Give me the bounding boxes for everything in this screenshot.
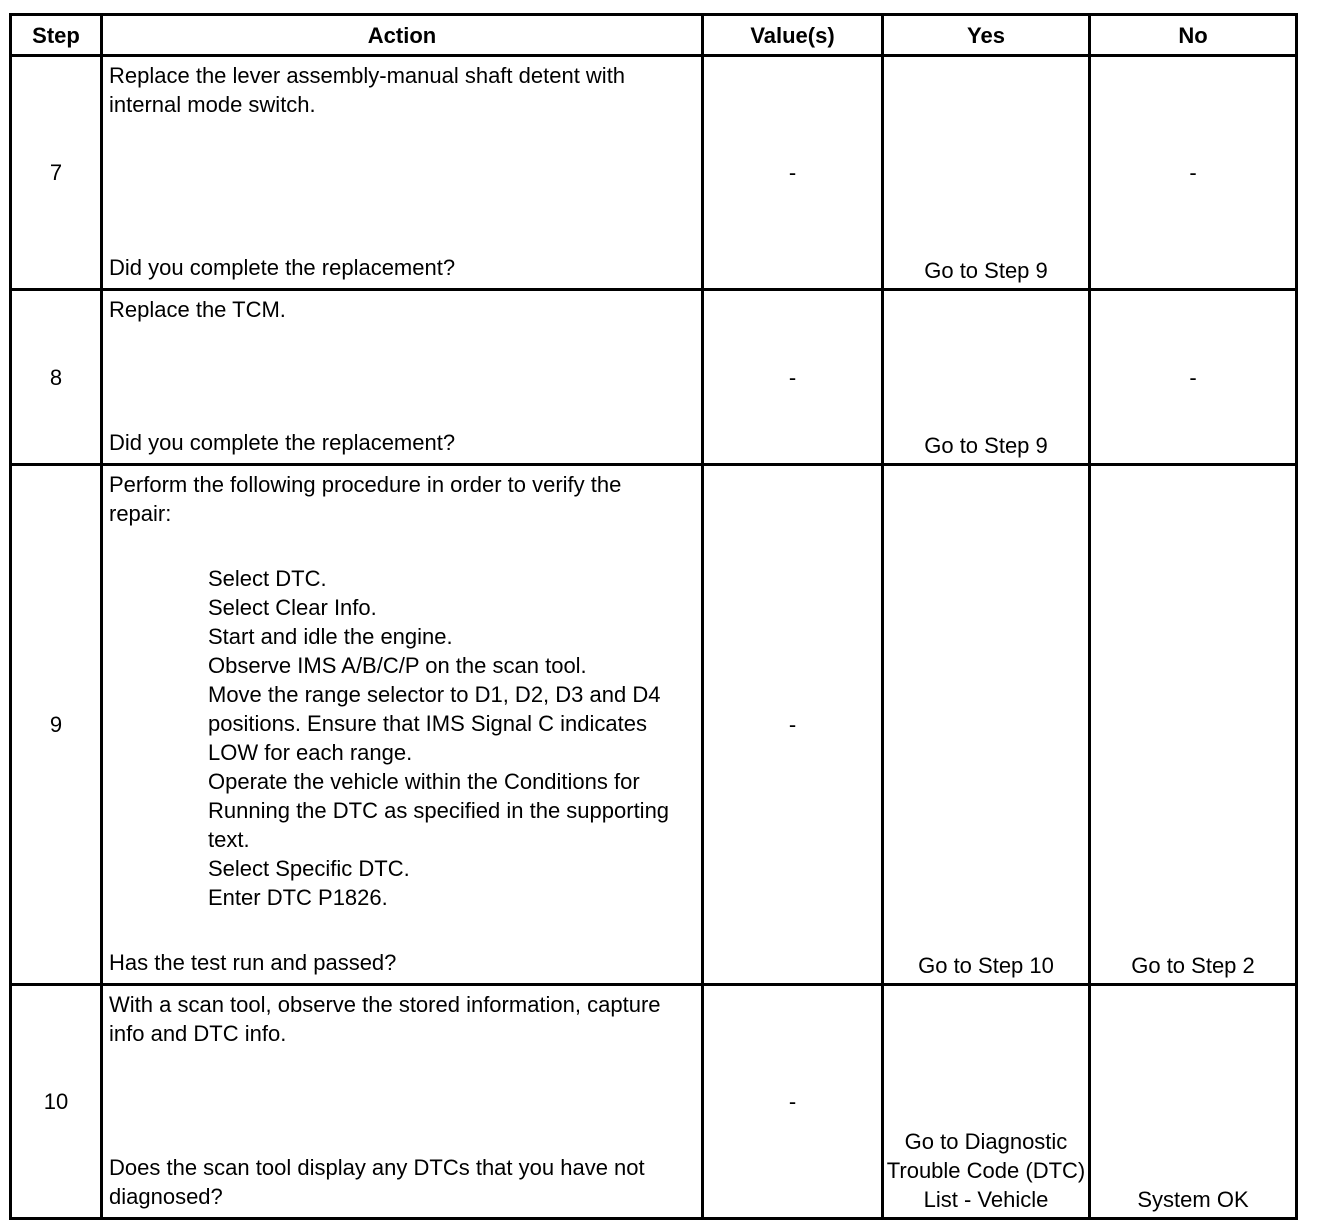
step-number: 9 — [11, 465, 102, 985]
table-row — [11, 56, 1297, 290]
table-row — [11, 465, 1297, 985]
action-cell — [102, 985, 703, 1219]
header-step: Step — [11, 15, 102, 56]
table-row — [11, 290, 1297, 465]
no-cell: - — [1090, 290, 1297, 465]
action-text: Replace the lever assembly-manual shaft detent with internal mode switch. — [109, 63, 626, 117]
procedure-step: Observe IMS A/B/C/P on the scan tool. — [208, 653, 587, 678]
value-cell: - — [703, 290, 883, 465]
value-cell: - — [703, 56, 883, 290]
header-no: No — [1090, 15, 1297, 56]
action-text: Replace the TCM. — [109, 297, 286, 322]
action-cell — [102, 465, 703, 985]
step-number: 8 — [11, 290, 102, 465]
procedure-step: Operate the vehicle within the Conditions for Running the DTC as specified in the supporting text. — [208, 769, 670, 852]
procedure-step: Select DTC. — [208, 566, 327, 591]
yes-link[interactable]: Go to Step 9 — [883, 290, 1090, 465]
procedure-step: Select Specific DTC. — [208, 856, 410, 881]
procedure-step: Select Clear Info. — [208, 595, 377, 620]
step-number: 10 — [11, 985, 102, 1219]
action-question: Did you complete the replacement? — [109, 255, 456, 280]
table-row — [11, 985, 1297, 1219]
value-cell: - — [703, 465, 883, 985]
yes-link[interactable]: Go to Diagnostic Trouble Code (DTC) List - Vehicle — [883, 985, 1090, 1219]
header-yes: Yes — [883, 15, 1090, 56]
action-question: Did you complete the replacement? — [109, 430, 456, 455]
procedure-list — [109, 564, 695, 912]
action-question: Does the scan tool display any DTCs that you have not diagnosed? — [109, 1155, 645, 1209]
procedure-step: Start and idle the engine. — [208, 624, 453, 649]
step-number: 7 — [11, 56, 102, 290]
value-cell: - — [703, 985, 883, 1219]
action-cell — [102, 56, 703, 290]
action-text: With a scan tool, observe the stored information, capture info and DTC info. — [109, 992, 661, 1046]
diagnostic-table — [9, 13, 1298, 1220]
yes-link[interactable]: Go to Step 9 — [883, 56, 1090, 290]
action-text: Perform the following procedure in order to verify the repair: — [109, 472, 622, 526]
no-cell: - — [1090, 56, 1297, 290]
no-link[interactable]: Go to Step 2 — [1090, 465, 1297, 985]
procedure-step: Enter DTC P1826. — [208, 885, 388, 910]
header-action: Action — [102, 15, 703, 56]
yes-link[interactable]: Go to Step 10 — [883, 465, 1090, 985]
header-values: Value(s) — [703, 15, 883, 56]
header-row — [11, 15, 1297, 56]
no-result: System OK — [1090, 985, 1297, 1219]
action-cell — [102, 290, 703, 465]
procedure-step: Move the range selector to D1, D2, D3 and D4 positions. Ensure that IMS Signal C indicates LOW for each range. — [208, 682, 661, 765]
action-question: Has the test run and passed? — [109, 950, 397, 975]
